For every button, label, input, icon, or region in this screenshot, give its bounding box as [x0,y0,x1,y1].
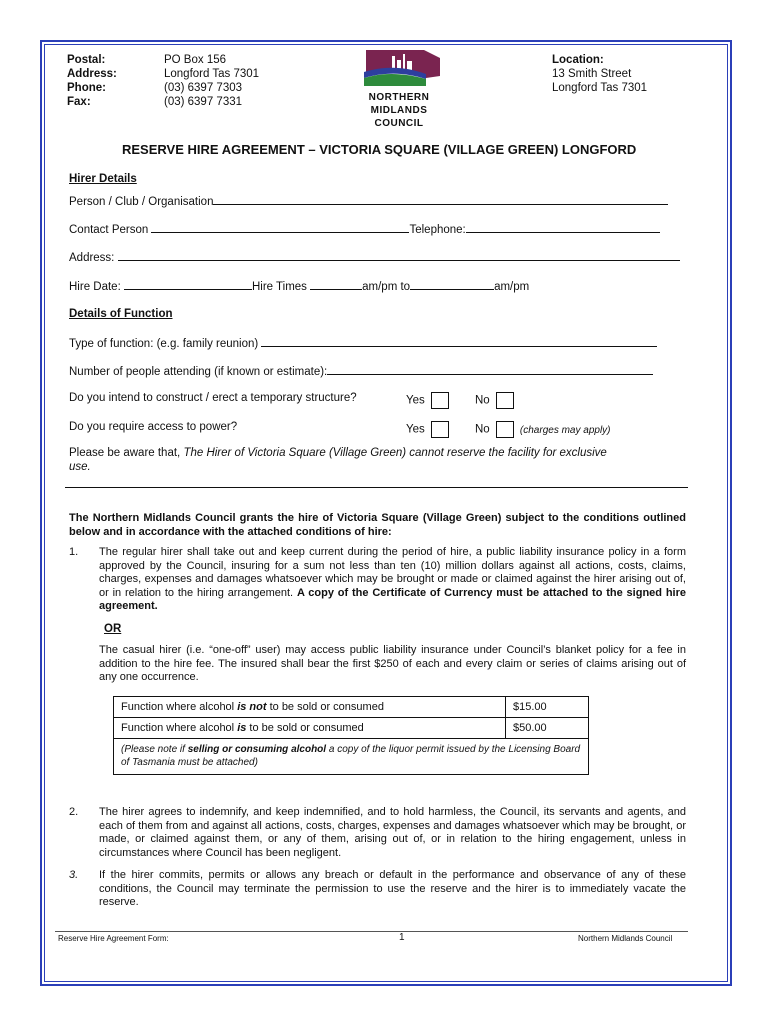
people-attending-row[interactable] [69,365,686,378]
page-title: RESERVE HIRE AGREEMENT – VICTORIA SQUARE (VILLAGE GREEN) LONGFORD [122,142,637,157]
item1-paragraph [99,546,686,614]
council-logo-name [360,91,438,130]
fee-price: $15.00 [506,697,589,718]
structure-question-row [69,392,686,407]
item3-number: 3. [69,869,79,881]
item2-number: 2. [69,806,79,818]
conditions-intro: The Northern Midlands Council grants the hire of Victoria Square (Village Green) subject to the conditions outlined below and in accordance with the attached conditions of hire: [69,512,686,538]
council-logo-icon [364,48,442,88]
structure-question: Do you intend to construct / erect a temporary structure? [69,392,357,404]
contact-field-row[interactable] [69,223,686,236]
hirer-details-heading: Hirer Details [69,173,137,185]
logo-line-3: COUNCIL [374,118,424,129]
function-type-row[interactable] [69,337,686,350]
fee-description [114,697,506,718]
table-row [114,697,589,718]
fee-note [114,739,589,775]
phone-label: Phone: [67,82,106,94]
casual-hirer-paragraph: The casual hirer (i.e. “one-off” user) may access public liability insurance under Council’s blanket policy for a fee in addition to the hire fee. The insured shall bear the first $250 of each and every claim or series of claims arising out of any one occurrence. [99,644,686,683]
fee-table [113,696,589,775]
fee-note-post: a copy of the liquor permit issued by the Licensing Board of Tasmania must be attached) [121,744,581,768]
power-question: Do you require access to power? [69,421,238,433]
ampm-to-label: am/pm to [362,281,411,293]
address-label: Address: [67,68,117,80]
power-no-label: No [475,423,490,436]
fee-desc-emph: is not [237,701,267,713]
structure-no-label: No [475,394,490,407]
address-value: Longford Tas 7301 [164,68,260,80]
postal-value: PO Box 156 [164,54,227,66]
table-row [114,718,589,739]
fee-note-emph: selling or consuming alcohol [187,744,327,755]
address-line[interactable] [118,251,680,261]
person-line[interactable] [213,195,668,205]
telephone-label: Telephone: [409,224,466,236]
postal-label: Postal: [67,54,106,66]
footer-page-number: 1 [399,932,405,943]
structure-yes-label: Yes [406,394,425,407]
table-row [114,739,589,775]
hire-date-line[interactable] [124,280,252,290]
council-logo [364,48,442,88]
item2-paragraph: The hirer agrees to indemnify, and keep indemnified, and to hold harmless, the Council, its servants and agents, and each of them from and against all actions, costs, charges, expenses and damages whatsoever which may be brought, or made, or claimed against them, or any of them, arising out of, or in relation to the hiring engagement, unless in circumstances where Council has been negligent. [99,806,686,859]
structure-no-checkbox[interactable] [496,392,514,409]
phone-value: (03) 6397 7303 [164,82,243,94]
fee-price: $50.00 [506,718,589,739]
function-details-heading: Details of Function [69,308,173,320]
structure-yes [406,392,449,409]
fax-value: (03) 6397 7331 [164,96,243,108]
location-block [552,53,647,95]
charges-note: (charges may apply) [519,424,611,436]
power-yes-checkbox[interactable] [431,421,449,438]
hire-date-label: Hire Date: [69,281,121,293]
item1-number: 1. [69,546,79,558]
structure-yes-checkbox[interactable] [431,392,449,409]
section-divider [65,487,688,488]
structure-no [475,392,514,409]
fee-description [114,718,506,739]
fee-desc-emph: is [237,722,247,734]
power-yes [406,421,449,438]
logo-line-2: MIDLANDS [370,105,428,116]
people-attending-label: Number of people attending (if known or estimate): [69,366,328,378]
item3-paragraph: If the hirer commits, permits or allows any breach or default in the performance and observance of any of these conditions, the Council may terminate the permission to use the reserve and the hirer is to immediately vacate the reserve. [99,869,686,908]
function-type-label: Type of function: (e.g. family reunion) [69,338,259,350]
item1-text: The regular hirer shall take out and keep current during the period of hire, a public liability insurance policy in a form approved by the Council, insuring for a sum not less than ten (10) million dollars against all actions, costs, claims, charges, expenses and damages whatsoever which may be brought or made or claimed against the hirer arising out of, or in relation to the hiring arrangement. [99,546,686,599]
aware-prefix: Please be aware that, [69,447,184,459]
fee-desc-post: to be sold or consumed [266,701,384,713]
logo-line-1: NORTHERN [368,92,430,103]
power-no [475,421,611,438]
location-line-1: 13 Smith Street [552,68,632,80]
location-line-2: Longford Tas 7301 [552,82,648,94]
fee-desc-post: to be sold or consumed [246,722,364,734]
aware-italic-line1: The Hirer of Victoria Square (Village Green) cannot reserve the facility for exclusive [183,447,607,459]
aware-italic-line2: use. [69,461,91,473]
footer-divider [55,931,688,932]
or-separator: OR [104,623,122,635]
fax-label: Fax: [67,96,91,108]
contact-line[interactable] [151,223,409,233]
people-attending-line[interactable] [327,365,653,375]
fee-desc-pre: Function where alcohol [121,701,238,713]
contact-label: Contact Person [69,224,149,236]
address-field-row[interactable] [69,251,686,264]
contact-labels [67,53,117,109]
function-type-line[interactable] [261,337,657,347]
address-field-label: Address: [69,252,115,264]
item1-bold-text: A copy of the Certificate of Currency must be attached to the signed hire agreement. [99,586,687,612]
telephone-line[interactable] [466,223,660,233]
power-question-row [69,421,686,436]
power-no-checkbox[interactable] [496,421,514,438]
hire-time-to-line[interactable] [410,280,494,290]
exclusive-use-notice [69,446,686,474]
ampm-label: am/pm [494,281,530,293]
fee-note-pre: (Please note if [121,744,188,755]
power-yes-label: Yes [406,423,425,436]
footer-council-name: Northern Midlands Council [578,934,673,943]
location-label: Location: [552,54,604,66]
footer-form-label: Reserve Hire Agreement Form: [58,934,169,943]
fee-desc-pre: Function where alcohol [121,722,238,734]
hire-date-row[interactable] [69,280,686,293]
hire-times-label: Hire Times [251,281,307,293]
hire-time-from-line[interactable] [310,280,362,290]
contact-values [164,53,259,109]
person-field-row[interactable] [69,195,686,208]
person-label: Person / Club / Organisation [69,196,214,208]
